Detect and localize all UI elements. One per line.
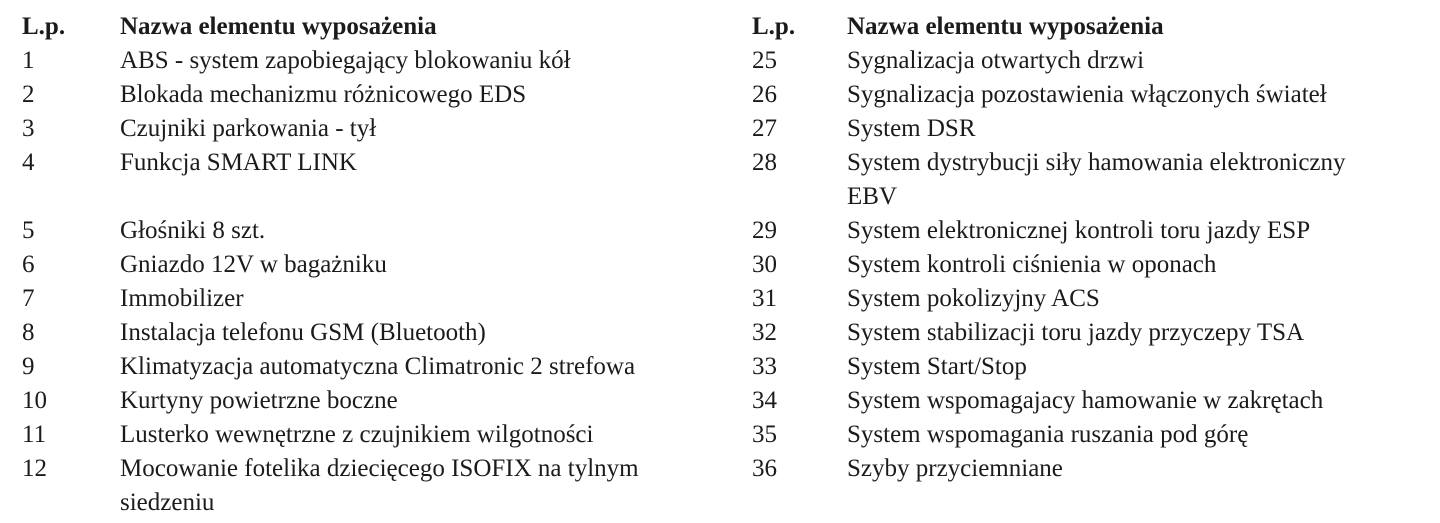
item-name: System Start/Stop [847,353,1027,380]
item-number: 32 [752,319,777,346]
item-number: 25 [752,47,777,74]
item-number: 27 [752,115,777,142]
item-number: 7 [22,285,35,312]
table-row [752,452,1346,486]
item-name: Sygnalizacja pozostawienia włączonych świateł [847,81,1327,108]
item-name: Kurtyny powietrzne boczne [120,387,398,414]
item-number: 30 [752,251,777,278]
equipment-table-left [22,10,639,520]
column-header-number: L.p. [752,13,796,40]
table-header-row [22,10,639,44]
table-row [22,452,639,486]
item-name: Czujniki parkowania - tył [120,115,377,142]
item-number: 1 [22,47,35,74]
item-number: 29 [752,217,777,244]
item-number: 6 [22,251,35,278]
item-name: System DSR [847,115,976,142]
item-number: 3 [22,115,35,142]
item-name: System pokolizyjny ACS [847,285,1100,312]
item-number: 2 [22,81,35,108]
table-row [22,282,639,316]
equipment-table-right [752,10,1346,486]
column-header-number: L.p. [22,13,66,40]
table-row [22,112,639,146]
item-name-continuation: siedzeniu [120,489,215,516]
table-row [22,418,639,452]
item-number: 4 [22,149,35,176]
equipment-list-left [22,10,722,520]
table-row-continuation [22,486,639,520]
table-row [22,350,639,384]
item-number: 12 [22,455,47,482]
table-row [22,248,639,282]
table-row [752,112,1346,146]
column-header-name: Nazwa elementu wyposażenia [120,13,437,40]
table-row [752,418,1346,452]
table-row [752,44,1346,78]
table-row [752,282,1346,316]
item-number: 9 [22,353,35,380]
table-row [752,248,1346,282]
item-name: System wspomagania ruszania pod górę [847,421,1249,448]
table-row [22,384,639,418]
table-row [752,146,1346,180]
item-name: Lusterko wewnętrzne z czujnikiem wilgotności [120,421,594,448]
item-name: Sygnalizacja otwartych drzwi [847,47,1145,74]
item-number: 10 [22,387,47,414]
table-row [752,350,1346,384]
table-row [752,78,1346,112]
item-name: Immobilizer [120,285,244,312]
table-row [22,214,639,248]
item-name: Klimatyzacja automatyczna Climatronic 2 strefowa [120,353,636,380]
item-name: Mocowanie fotelika dziecięcego ISOFIX na tylnym [120,455,639,482]
table-row [22,146,639,180]
item-name: Szyby przyciemniane [847,455,1063,482]
item-name: Gniazdo 12V w bagażniku [120,251,387,278]
item-name: Instalacja telefonu GSM (Bluetooth) [120,319,486,346]
empty-row [22,180,639,214]
item-number: 31 [752,285,777,312]
item-name: System wspomagajacy hamowanie w zakrętach [847,387,1324,414]
item-number: 11 [22,421,47,448]
item-number: 33 [752,353,777,380]
item-name: System dystrybucji siły hamowania elektroniczny [847,149,1346,176]
table-row [22,78,639,112]
table-row [22,44,639,78]
item-name: System stabilizacji toru jazdy przyczepy TSA [847,319,1305,346]
column-header-name: Nazwa elementu wyposażenia [847,13,1164,40]
table-row [752,214,1346,248]
item-name: System kontroli ciśnienia w oponach [847,251,1217,278]
item-number: 8 [22,319,35,346]
table-row [752,384,1346,418]
item-name: System elektronicznej kontroli toru jazdy ESP [847,217,1311,244]
table-header-row [752,10,1346,44]
item-number: 5 [22,217,35,244]
item-number: 35 [752,421,777,448]
item-number: 36 [752,455,777,482]
item-name-continuation: EBV [847,183,897,210]
item-name: Blokada mechanizmu różnicowego EDS [120,81,527,108]
table-row [752,316,1346,350]
item-name: ABS - system zapobiegający blokowaniu kół [120,47,571,74]
item-number: 28 [752,149,777,176]
item-number: 34 [752,387,777,414]
item-name: Głośniki 8 szt. [120,217,266,244]
item-name: Funkcja SMART LINK [120,149,357,176]
item-number: 26 [752,81,777,108]
table-row [22,316,639,350]
equipment-list-right [752,10,1432,486]
table-row-continuation [752,180,1346,214]
